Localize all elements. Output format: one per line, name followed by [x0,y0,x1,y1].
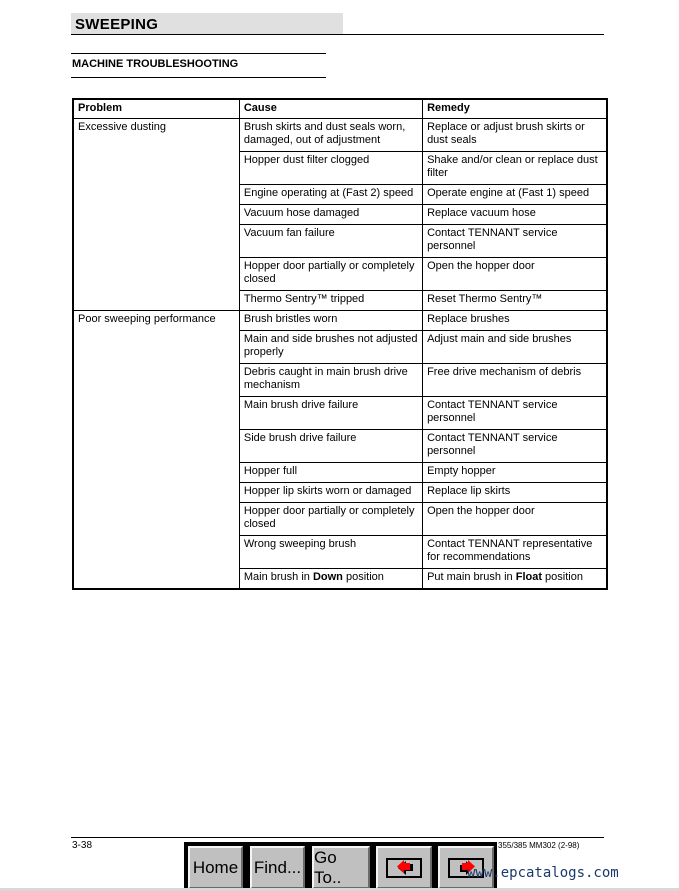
remedy-cell: Replace or adjust brush skirts or dust seals [423,119,607,152]
cause-cell: Brush bristles worn [239,311,422,331]
text: Put main brush in [427,571,516,583]
previous-frame [386,858,422,878]
remedy-cell: Shake and/or clean or replace dust filter [423,152,607,185]
subsection-divider-bottom [71,77,326,78]
remedy-cell: Reset Thermo Sentry™ [423,291,607,311]
cause-cell: Hopper full [239,463,422,483]
header-problem: Problem [73,99,239,119]
section-title: SWEEPING [75,16,159,33]
subsection-title: MACHINE TROUBLESHOOTING [72,58,239,70]
remedy-cell: Empty hopper [423,463,607,483]
previous-page-button[interactable] [376,846,432,889]
text: Main brush in [243,571,313,583]
cause-cell: Hopper dust filter clogged [239,152,422,185]
cause-cell: Hopper lip skirts worn or damaged [239,483,422,503]
remedy-cell: Replace vacuum hose [423,205,607,225]
problem-cell: Poor sweeping performance [73,311,239,590]
problem-cell: Excessive dusting [73,119,239,311]
cause-cell: Vacuum hose damaged [239,205,422,225]
section-divider [71,34,604,35]
cause-cell: Hopper door partially or completely closed [239,503,422,536]
remedy-cell: Free drive mechanism of debris [423,364,607,397]
cause-cell: Thermo Sentry™ tripped [239,291,422,311]
cause-cell [239,569,422,590]
goto-button[interactable]: Go To.. [312,846,370,889]
cause-cell: Side brush drive failure [239,430,422,463]
left-arrow-icon [388,860,420,876]
remedy-cell: Contact TENNANT representative for recommendations [423,536,607,569]
home-button[interactable]: Home [188,846,243,889]
remedy-cell: Contact TENNANT service personnel [423,225,607,258]
cause-cell: Wrong sweeping brush [239,536,422,569]
table-row [73,119,607,152]
remedy-cell: Operate engine at (Fast 1) speed [423,185,607,205]
cause-cell: Main brush drive failure [239,397,422,430]
emphasis-text: Down [312,571,343,583]
watermark: www.epcatalogs.com [467,865,619,881]
subsection-divider-top [71,53,326,54]
remedy-cell: Replace brushes [423,311,607,331]
remedy-cell: Contact TENNANT service personnel [423,430,607,463]
remedy-cell: Open the hopper door [423,503,607,536]
remedy-cell: Adjust main and side brushes [423,331,607,364]
remedy-cell: Replace lip skirts [423,483,607,503]
cause-cell: Brush skirts and dust seals worn, damaged, out of adjustment [239,119,422,152]
page-number: 3-38 [72,840,93,851]
troubleshooting-table [72,98,608,590]
header-cause: Cause [239,99,422,119]
document-id: 355/385 MM302 (2-98) [498,841,580,850]
table-row [73,311,607,331]
header-remedy: Remedy [423,99,607,119]
table-header-row [73,99,607,119]
remedy-cell: Open the hopper door [423,258,607,291]
cause-cell: Main and side brushes not adjusted properly [239,331,422,364]
find-button[interactable]: Find... [250,846,305,889]
footer-divider [71,837,604,838]
emphasis-text: Float [515,571,542,583]
navigation-bar [184,842,497,891]
remedy-cell [423,569,607,590]
cause-cell: Engine operating at (Fast 2) speed [239,185,422,205]
cause-cell: Hopper door partially or completely closed [239,258,422,291]
text: position [542,571,583,583]
text: position [342,571,384,583]
cause-cell: Debris caught in main brush drive mechanism [239,364,422,397]
remedy-cell: Contact TENNANT service personnel [423,397,607,430]
cause-cell: Vacuum fan failure [239,225,422,258]
